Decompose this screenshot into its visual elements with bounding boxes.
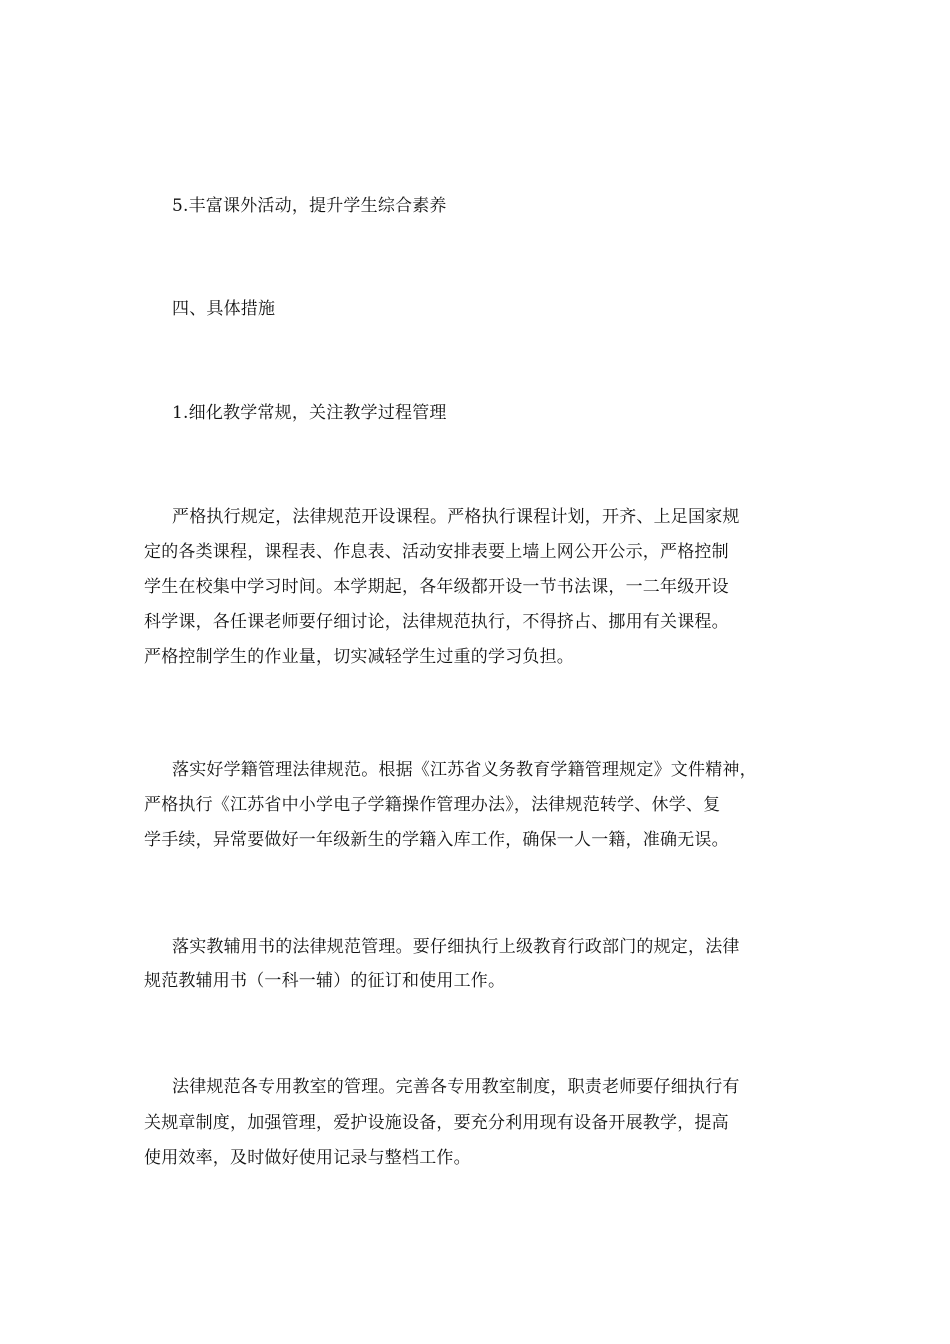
paragraph-2-line-2: 严格执行《江苏省中小学电子学籍操作管理办法》，法律规范转学、休学、复: [144, 795, 721, 815]
paragraph-1-line-5: 严格控制学生的作业量，切实减轻学生过重的学习负担。: [144, 647, 574, 667]
paragraph-2-line-1: 落实好学籍管理法律规范。根据《江苏省义务教育学籍管理规定》文件精神，: [172, 760, 757, 780]
heading-item-5: 5.丰富课外活动，提升学生综合素养: [172, 196, 447, 216]
paragraph-1-line-1: 严格执行规定，法律规范开设课程。严格执行课程计划，开齐、上足国家规: [172, 507, 740, 527]
heading-section-4: 四、具体措施: [172, 299, 276, 319]
heading-measure-1: 1.细化教学常规，关注教学过程管理: [172, 403, 447, 423]
paragraph-4-line-2: 关规章制度，加强管理，爱护设施设备，要充分利用现有设备开展教学，提高: [144, 1113, 729, 1133]
paragraph-1-line-4: 科学课，各任课老师要仔细讨论，法律规范执行，不得挤占、挪用有关课程。: [144, 612, 729, 632]
paragraph-4-line-1: 法律规范各专用教室的管理。完善各专用教室制度，职责老师要仔细执行有: [172, 1077, 740, 1097]
paragraph-2-line-3: 学手续，异常要做好一年级新生的学籍入库工作，确保一人一籍，准确无误。: [144, 830, 729, 850]
paragraph-1-line-2: 定的各类课程，课程表、作息表、活动安排表要上墙上网公开公示，严格控制: [144, 542, 729, 562]
paragraph-3-line-2: 规范教辅用书（一科一辅）的征订和使用工作。: [144, 971, 506, 991]
paragraph-4-line-3: 使用效率，及时做好使用记录与整档工作。: [144, 1148, 471, 1168]
paragraph-3-line-1: 落实教辅用书的法律规范管理。要仔细执行上级教育行政部门的规定，法律: [172, 937, 740, 957]
paragraph-1-line-3: 学生在校集中学习时间。本学期起，各年级都开设一节书法课，一二年级开设: [144, 577, 729, 597]
